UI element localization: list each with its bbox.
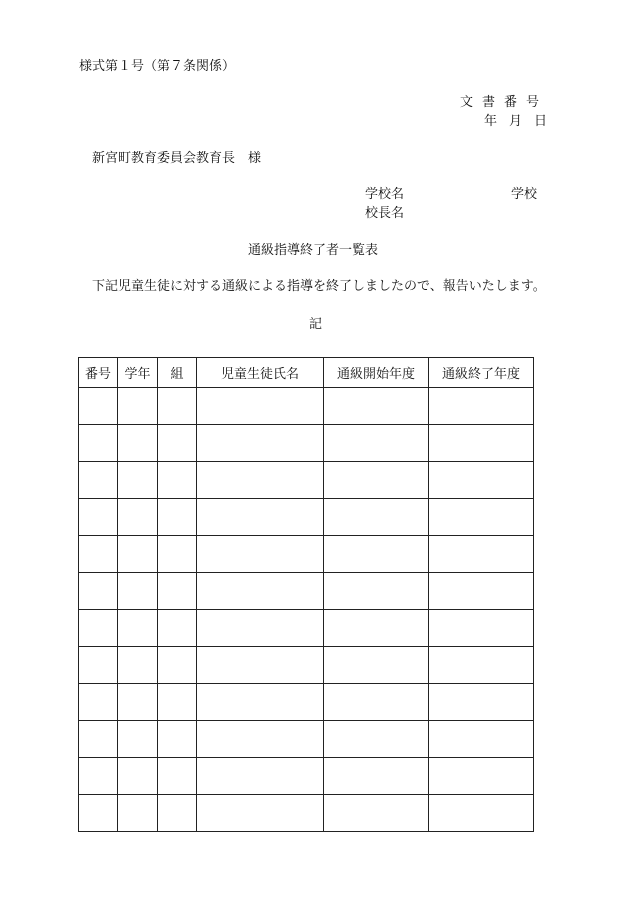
cell-start-year[interactable] <box>324 758 429 795</box>
table-row <box>79 462 534 499</box>
cell-student-name[interactable] <box>197 425 324 462</box>
cell-student-name[interactable] <box>197 684 324 721</box>
form-id: 様式第１号（第７条関係） <box>79 59 236 74</box>
cell-grade[interactable] <box>118 684 158 721</box>
cell-class[interactable] <box>158 536 197 573</box>
cell-class[interactable] <box>158 573 197 610</box>
cell-number[interactable] <box>79 536 118 573</box>
cell-start-year[interactable] <box>324 462 429 499</box>
cell-number[interactable] <box>79 425 118 462</box>
cell-grade[interactable] <box>118 388 158 425</box>
table-row <box>79 647 534 684</box>
col-header-grade: 学年 <box>118 358 158 388</box>
col-header-number: 番号 <box>79 358 118 388</box>
document-number-label: 文書番号 <box>460 95 549 110</box>
cell-end-year[interactable] <box>429 721 534 758</box>
table-row <box>79 721 534 758</box>
date-day-label: 日 <box>534 114 548 129</box>
roster-body <box>79 388 534 832</box>
cell-number[interactable] <box>79 647 118 684</box>
cell-start-year[interactable] <box>324 795 429 832</box>
table-row <box>79 684 534 721</box>
cell-number[interactable] <box>79 388 118 425</box>
body-text: 下記児童生徒に対する通級による指導を終了しましたので、報告いたします。 <box>92 279 546 294</box>
cell-start-year[interactable] <box>324 721 429 758</box>
col-header-end-year: 通級終了年度 <box>429 358 534 388</box>
cell-class[interactable] <box>158 647 197 684</box>
cell-class[interactable] <box>158 462 197 499</box>
cell-student-name[interactable] <box>197 499 324 536</box>
addressee: 新宮町教育委員会教育長 様 <box>92 151 262 166</box>
cell-grade[interactable] <box>118 610 158 647</box>
cell-grade[interactable] <box>118 536 158 573</box>
cell-start-year[interactable] <box>324 425 429 462</box>
cell-number[interactable] <box>79 462 118 499</box>
table-row <box>79 795 534 832</box>
cell-end-year[interactable] <box>429 647 534 684</box>
cell-class[interactable] <box>158 758 197 795</box>
cell-number[interactable] <box>79 795 118 832</box>
cell-grade[interactable] <box>118 795 158 832</box>
cell-student-name[interactable] <box>197 536 324 573</box>
cell-student-name[interactable] <box>197 795 324 832</box>
cell-student-name[interactable] <box>197 647 324 684</box>
cell-end-year[interactable] <box>429 536 534 573</box>
cell-end-year[interactable] <box>429 758 534 795</box>
cell-number[interactable] <box>79 758 118 795</box>
cell-start-year[interactable] <box>324 573 429 610</box>
cell-student-name[interactable] <box>197 721 324 758</box>
cell-class[interactable] <box>158 684 197 721</box>
table-row <box>79 758 534 795</box>
document-title: 通級指導終了者一覧表 <box>248 243 379 258</box>
cell-start-year[interactable] <box>324 684 429 721</box>
table-row <box>79 573 534 610</box>
cell-start-year[interactable] <box>324 388 429 425</box>
date-year-label: 年 <box>484 114 498 129</box>
cell-grade[interactable] <box>118 573 158 610</box>
cell-start-year[interactable] <box>324 499 429 536</box>
cell-class[interactable] <box>158 610 197 647</box>
cell-grade[interactable] <box>118 425 158 462</box>
table-row <box>79 425 534 462</box>
col-header-start-year: 通級開始年度 <box>324 358 429 388</box>
cell-end-year[interactable] <box>429 795 534 832</box>
cell-end-year[interactable] <box>429 462 534 499</box>
cell-student-name[interactable] <box>197 758 324 795</box>
cell-end-year[interactable] <box>429 499 534 536</box>
cell-start-year[interactable] <box>324 647 429 684</box>
principal-name-label: 校長名 <box>365 206 405 221</box>
cell-end-year[interactable] <box>429 388 534 425</box>
cell-class[interactable] <box>158 721 197 758</box>
cell-grade[interactable] <box>118 758 158 795</box>
cell-student-name[interactable] <box>197 610 324 647</box>
cell-start-year[interactable] <box>324 610 429 647</box>
cell-number[interactable] <box>79 684 118 721</box>
table-row <box>79 388 534 425</box>
cell-class[interactable] <box>158 499 197 536</box>
cell-end-year[interactable] <box>429 573 534 610</box>
col-header-student-name: 児童生徒氏名 <box>197 358 324 388</box>
cell-grade[interactable] <box>118 499 158 536</box>
cell-student-name[interactable] <box>197 573 324 610</box>
cell-grade[interactable] <box>118 462 158 499</box>
table-header-row <box>79 358 534 388</box>
table-row <box>79 536 534 573</box>
cell-grade[interactable] <box>118 721 158 758</box>
cell-end-year[interactable] <box>429 610 534 647</box>
table-row <box>79 499 534 536</box>
date-month-label: 月 <box>509 114 523 129</box>
cell-number[interactable] <box>79 721 118 758</box>
cell-student-name[interactable] <box>197 462 324 499</box>
cell-start-year[interactable] <box>324 536 429 573</box>
cell-grade[interactable] <box>118 647 158 684</box>
table-row <box>79 610 534 647</box>
cell-end-year[interactable] <box>429 684 534 721</box>
cell-number[interactable] <box>79 499 118 536</box>
document-date <box>484 115 559 128</box>
cell-class[interactable] <box>158 425 197 462</box>
cell-student-name[interactable] <box>197 388 324 425</box>
school-suffix: 学校 <box>511 187 538 202</box>
cell-class[interactable] <box>158 795 197 832</box>
cell-number[interactable] <box>79 573 118 610</box>
school-name-label: 学校名 <box>365 187 405 202</box>
cell-end-year[interactable] <box>429 425 534 462</box>
cell-number[interactable] <box>79 610 118 647</box>
roster-table <box>78 357 534 832</box>
col-header-class: 組 <box>158 358 197 388</box>
ki-marker: 記 <box>309 317 323 332</box>
cell-class[interactable] <box>158 388 197 425</box>
